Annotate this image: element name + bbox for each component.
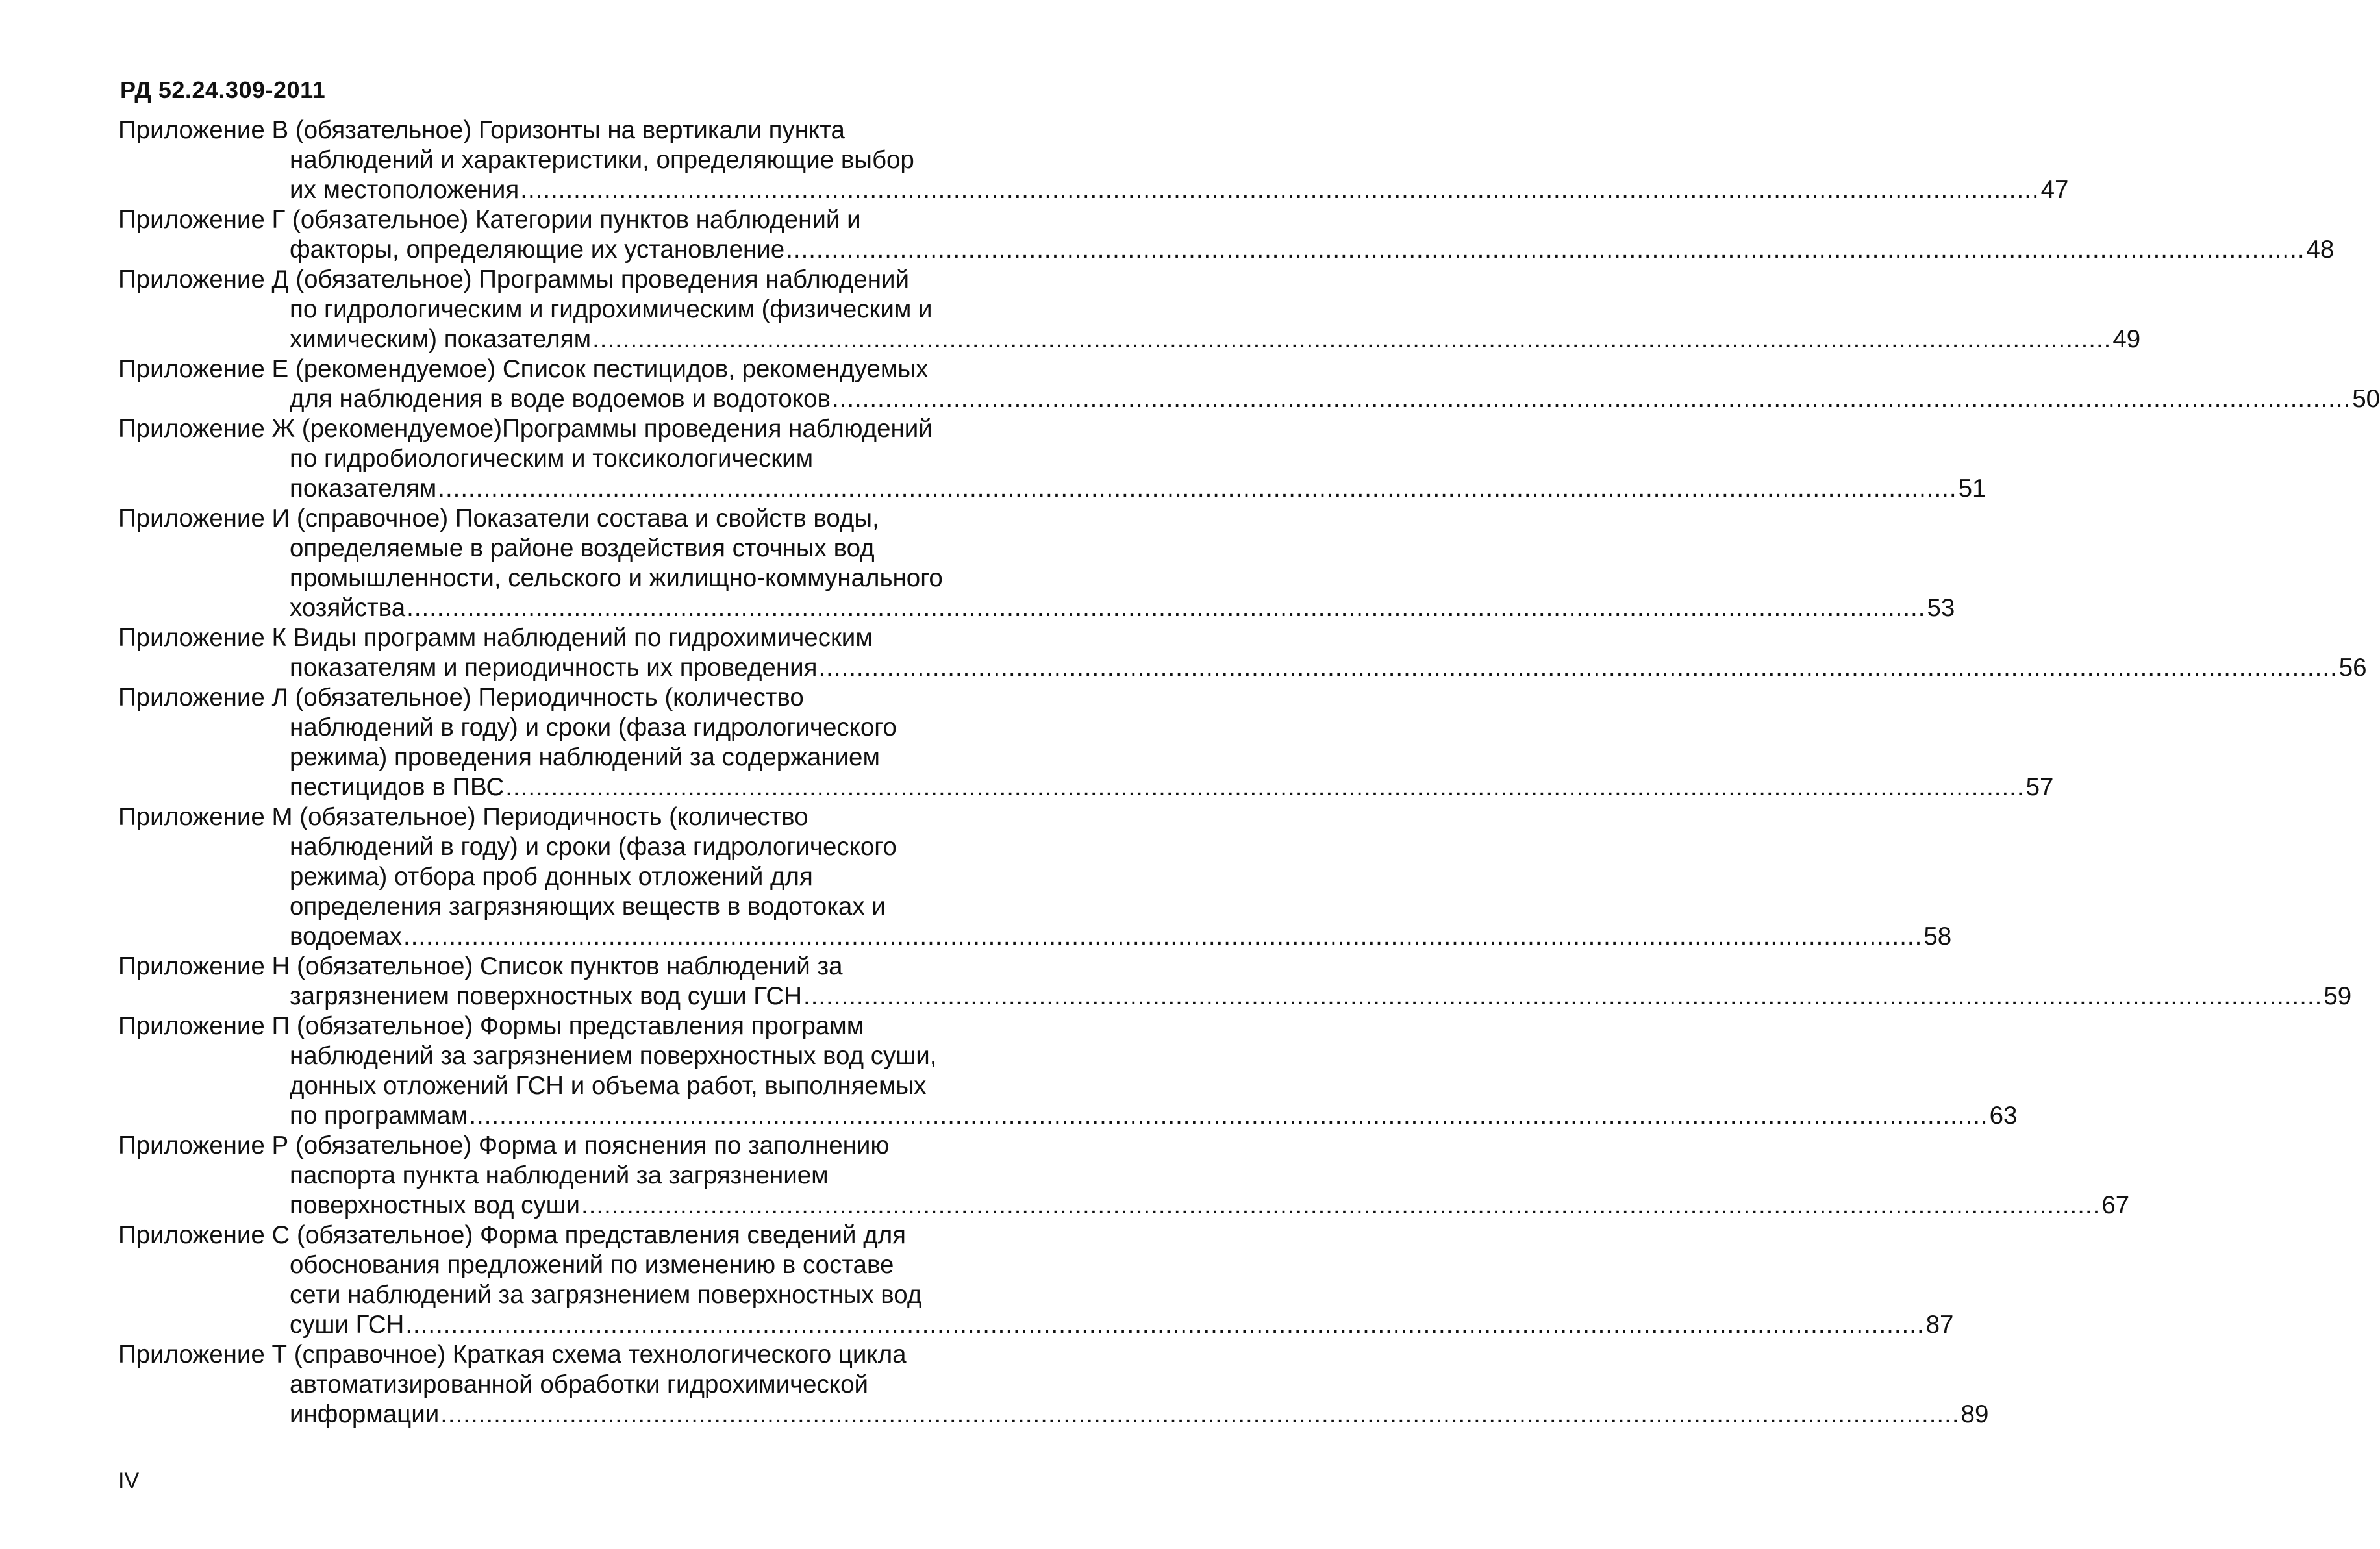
toc-entry-line — [118, 175, 2069, 205]
toc-entry-line — [118, 982, 2352, 1011]
toc-entry[interactable] — [118, 623, 2367, 683]
toc-entry[interactable] — [118, 116, 2069, 205]
dot-leader: ........................................................................................................................................................................................................ — [405, 1311, 1925, 1339]
dot-leader: ........................................................................................................................................................................................................ — [505, 773, 2025, 801]
toc-page-number: 89 — [1960, 1400, 1989, 1428]
toc-entry-line — [118, 235, 2335, 265]
toc-entry-line: наблюдений в году) и сроки (фаза гидрологического — [290, 713, 897, 741]
toc-entry-line: наблюдений за загрязнением поверхностных вод суши, — [290, 1042, 937, 1070]
toc-entry-text: их местоположения — [290, 176, 520, 204]
toc-entry-line: режима) отбора проб донных отложений для — [290, 863, 813, 891]
toc-entry-text: водоемах — [290, 923, 403, 950]
toc-entry-line: Приложение Т (справочное) Краткая схема технологического цикла — [118, 1341, 907, 1369]
toc-entry-line: обоснования предложений по изменению в составе — [290, 1251, 894, 1279]
toc-entry-line — [118, 1310, 1954, 1340]
toc-entry-line: Приложение Р (обязательное) Форма и пояснения по заполнению — [118, 1132, 890, 1159]
toc-page-number: 50 — [2352, 385, 2380, 413]
document-code-header: РД 52.24.309-2011 — [120, 77, 326, 103]
dot-leader: ........................................................................................................................................................................................................ — [403, 923, 1923, 950]
toc-page-number: 48 — [2306, 236, 2335, 264]
toc-entry-line: Приложение Л (обязательное) Периодичность (количество — [118, 684, 804, 712]
toc-page-number: 56 — [2338, 654, 2367, 682]
toc-entry[interactable] — [118, 1340, 1989, 1430]
dot-leader: ........................................................................................................................................................................................................ — [438, 475, 1957, 502]
dot-leader: ........................................................................................................................................................................................................ — [818, 654, 2338, 682]
toc-entry-line: Приложение В (обязательное) Горизонты на вертикали пункта — [118, 116, 845, 144]
toc-entry-line — [118, 1101, 2018, 1131]
toc-page-number: 57 — [2025, 773, 2054, 801]
toc-entry-line — [118, 325, 2141, 354]
toc-entry-line — [118, 1191, 2130, 1221]
toc-entry-line: Приложение С (обязательное) Форма представления сведений для — [118, 1221, 907, 1249]
toc-page-number: 63 — [1989, 1102, 2018, 1130]
toc-entry-line: определяемые в районе воздействия сточных вод — [290, 534, 875, 562]
toc-entry[interactable] — [118, 952, 2352, 1011]
toc-entry-text: поверхностных вод суши — [290, 1191, 580, 1219]
toc-page-number: 49 — [2112, 325, 2141, 353]
toc-entry-line: донных отложений ГСН и объема работ, выполняемых — [290, 1072, 927, 1100]
toc-page-number: 47 — [2040, 176, 2069, 204]
toc-entry-line: наблюдений в году) и сроки (фаза гидрологического — [290, 833, 897, 861]
dot-leader: ........................................................................................................................................................................................................ — [407, 594, 1926, 622]
dot-leader: ........................................................................................................................................................................................................ — [581, 1191, 2101, 1219]
toc-entry-text: хозяйства — [290, 594, 406, 622]
toc-entry-line: паспорта пункта наблюдений за загрязнением — [290, 1161, 829, 1189]
toc-entry-line: Приложение Г (обязательное) Категории пунктов наблюдений и — [118, 206, 861, 234]
toc-entry-text: пестицидов в ПВС — [290, 773, 505, 801]
dot-leader: ........................................................................................................................................................................................................ — [803, 982, 2323, 1010]
toc-entry-line: Приложение Н (обязательное) Список пунктов наблюдений за — [118, 952, 843, 980]
toc-page-number: 59 — [2324, 982, 2352, 1010]
toc-entry[interactable] — [118, 504, 1955, 623]
toc-entry-line: Приложение М (обязательное) Периодичность (количество — [118, 803, 808, 831]
toc-entry-line: Приложение К Виды программ наблюдений по гидрохимическим — [118, 624, 873, 652]
toc-entry[interactable] — [118, 683, 2054, 802]
toc-page-number: 53 — [1927, 594, 1955, 622]
toc-page-number: 58 — [1923, 923, 1952, 950]
toc-page-number: 87 — [1925, 1311, 1954, 1339]
toc-entry-line — [118, 773, 2054, 802]
toc-entry[interactable] — [118, 354, 2380, 414]
toc-entry-text: показателям и периодичность их проведения — [290, 654, 818, 682]
toc-entry-line: Приложение И (справочное) Показатели состава и свойств воды, — [118, 504, 879, 532]
toc-entry-line: сети наблюдений за загрязнением поверхностных вод — [290, 1281, 922, 1309]
toc-entry[interactable] — [118, 802, 1952, 952]
toc-entry-text: факторы, определяющие их установление — [290, 236, 785, 264]
dot-leader: ........................................................................................................................................................................................................ — [469, 1102, 1988, 1130]
toc-page-number: 51 — [1958, 475, 1986, 502]
toc-entry-line: Приложение Д (обязательное) Программы проведения наблюдений — [118, 266, 909, 293]
toc-entry-line: Приложение Е (рекомендуемое) Список пестицидов, рекомендуемых — [118, 355, 929, 383]
toc-entry-line: по гидрологическим и гидрохимическим (физическим и — [290, 295, 933, 323]
toc-entry-line — [118, 1400, 1989, 1430]
toc-entry-line — [118, 653, 2367, 683]
toc-entry[interactable] — [118, 265, 2141, 354]
toc-entry-text: химическим) показателям — [290, 325, 592, 353]
toc-entry-line: по гидробиологическим и токсикологическим — [290, 445, 814, 473]
dot-leader: ........................................................................................................................................................................................................ — [592, 325, 2112, 353]
page-number: IV — [118, 1468, 140, 1493]
dot-leader: ........................................................................................................................................................................................................ — [440, 1400, 1960, 1428]
toc-entry-line — [118, 593, 1955, 623]
toc-entry-line: Приложение П (обязательное) Формы представления программ — [118, 1012, 864, 1040]
toc-entry-text: для наблюдения в воде водоемов и водотоков — [290, 385, 831, 413]
toc-entry-text: показателям — [290, 475, 437, 502]
toc-entry-line: режима) проведения наблюдений за содержанием — [290, 743, 880, 771]
toc-entry[interactable] — [118, 414, 1986, 504]
toc-entry[interactable] — [118, 1011, 2018, 1131]
toc-entry-line: промышленности, сельского и жилищно-коммунального — [290, 564, 943, 592]
toc-entry[interactable] — [118, 1221, 1954, 1340]
toc-entry-line — [118, 384, 2380, 414]
toc-entry-line: определения загрязняющих веществ в водотоках и — [290, 893, 886, 921]
toc-entry-text: суши ГСН — [290, 1311, 405, 1339]
toc-page-number: 67 — [2101, 1191, 2130, 1219]
toc-entry-line: автоматизированной обработки гидрохимической — [290, 1370, 868, 1398]
toc-entry-line — [118, 922, 1952, 952]
dot-leader: ........................................................................................................................................................................................................ — [520, 176, 2040, 204]
dot-leader: ........................................................................................................................................................................................................ — [786, 236, 2305, 264]
toc-entry-text: по программам — [290, 1102, 468, 1130]
table-of-contents — [118, 116, 2380, 1430]
toc-entry[interactable] — [118, 205, 2335, 265]
toc-entry-text: загрязнением поверхностных вод суши ГСН — [290, 982, 803, 1010]
dot-leader: ........................................................................................................................................................................................................ — [831, 385, 2351, 413]
toc-entry-text: информации — [290, 1400, 440, 1428]
toc-entry-line: наблюдений и характеристики, определяющие выбор — [290, 146, 914, 174]
toc-entry-line — [118, 474, 1986, 504]
toc-entry[interactable] — [118, 1131, 2130, 1221]
toc-entry-line: Приложение Ж (рекомендуемое)Программы проведения наблюдений — [118, 415, 933, 443]
